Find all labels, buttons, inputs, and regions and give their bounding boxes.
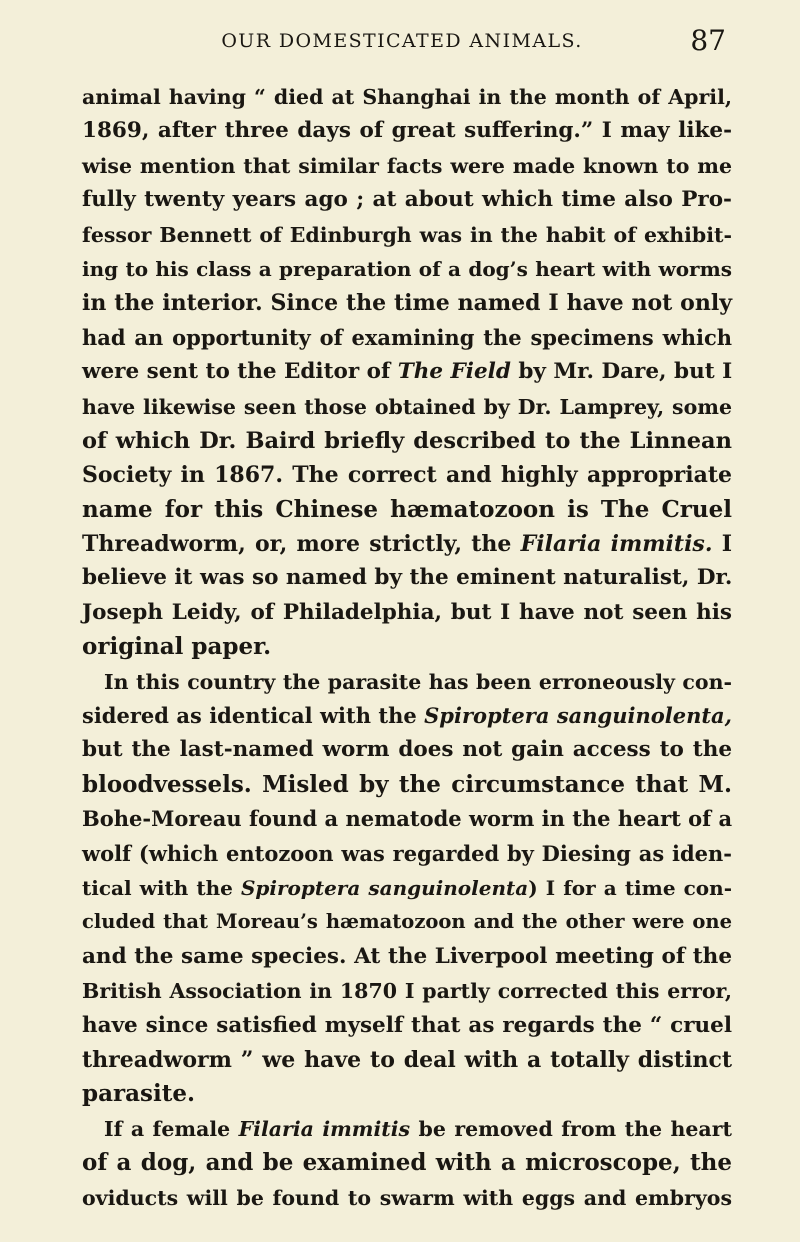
text-segment: threadworm ” we have to deal with a totally distinct [82, 1046, 732, 1073]
text-segment: had an opportunity of examining the specimens which [82, 324, 732, 350]
text-line [82, 940, 732, 974]
text-line [82, 561, 732, 595]
text-line [82, 768, 732, 802]
text-segment: wolf (which entozoon was regarded by Diesing as iden- [82, 840, 732, 866]
text-line [82, 1112, 732, 1146]
text-segment: animal having “ died at Shanghai in the month of April, [82, 85, 732, 109]
text-line [82, 458, 732, 492]
text-line [82, 80, 732, 114]
text-line [82, 424, 732, 458]
text-segment: original paper. [82, 633, 272, 661]
italic-text: Filaria immitis [238, 1116, 411, 1141]
text-line [82, 596, 732, 630]
running-title: OUR DOMESTICATED ANIMALS. [221, 30, 583, 52]
text-segment: of a dog, and be examined with a microscope, the [82, 1149, 732, 1177]
text-segment: oviducts will be found to swarm with eggs and embryos [82, 1185, 732, 1210]
text-segment: British Association in 1870 I partly corrected this error, [82, 979, 732, 1004]
body-text [82, 80, 732, 1215]
text-line [82, 286, 732, 320]
text-line [82, 837, 732, 871]
text-segment: Threadworm, or, more strictly, the [82, 531, 521, 558]
text-line [82, 1077, 732, 1111]
text-line [82, 493, 732, 527]
text-segment: wise mention that similar facts were made known to me [82, 153, 732, 178]
text-segment: bloodvessels. Misled by the circumstance that M. [82, 770, 732, 798]
text-segment: were sent to the Editor of [82, 359, 398, 385]
text-line [82, 252, 732, 286]
running-head [78, 26, 726, 56]
text-segment: believe it was so named by the eminent naturalist, Dr. [82, 565, 733, 591]
text-line [82, 1043, 732, 1077]
text-line [82, 1146, 732, 1180]
italic-text: Spiroptera sanguinolenta, [424, 703, 732, 729]
text-segment: by Mr. Dare, but I [510, 359, 733, 385]
page-number: 87 [690, 24, 726, 57]
text-segment: have since satisfied myself that as regards the “ cruel [82, 1012, 732, 1038]
text-segment: name for this Chinese hæmatozoon is The Cruel [82, 495, 732, 523]
text-segment: Bohe-Moreau found a nematode worm in the heart of a [82, 806, 733, 832]
italic-text: Spiroptera sanguinolenta [240, 875, 529, 900]
text-line [82, 630, 732, 664]
text-line [82, 871, 732, 905]
text-line [82, 355, 732, 389]
text-line [82, 149, 732, 183]
text-line [82, 1181, 732, 1215]
text-segment: sidered as identical with the [82, 703, 425, 729]
text-line [82, 802, 732, 836]
italic-text: Filaria immitis. [520, 531, 713, 558]
text-segment: have likewise seen those obtained by Dr. Lamprey, some [82, 394, 732, 419]
text-segment: fessor Bennett of Edinburgh was in the habit of exhibit- [82, 222, 732, 247]
text-line [82, 733, 732, 767]
text-segment: 1869, after three days of great suffering.” I may like- [82, 118, 732, 144]
text-segment: parasite. [82, 1080, 195, 1108]
text-line [82, 974, 732, 1008]
text-line [82, 218, 732, 252]
text-line [82, 527, 732, 561]
text-line [82, 114, 732, 148]
text-segment: and the same species. At the Liverpool meeting of the [82, 943, 732, 969]
text-segment: in the interior. Since the time named I have not only [82, 290, 732, 317]
text-line [82, 699, 732, 733]
text-segment: In this country the parasite has been erroneously con- [104, 669, 732, 694]
text-segment: Joseph Leidy, of Philadelphia, but I have not seen his [82, 599, 732, 625]
text-line [82, 321, 732, 355]
text-line [82, 905, 732, 939]
text-segment: tical with the [82, 875, 241, 900]
text-segment: of which Dr. Baird briefly described to the Linnean [82, 427, 732, 454]
text-segment: I [712, 531, 732, 558]
text-segment: ) I for a time con- [528, 875, 732, 900]
text-segment: If a female [104, 1116, 239, 1141]
text-segment: be removed from the heart [410, 1116, 732, 1141]
text-segment: cluded that Moreau’s hæmatozoon and the other were one [82, 910, 732, 934]
text-segment: but the last-named worm does not gain access to the [82, 737, 732, 763]
text-line [82, 183, 732, 217]
text-segment: ing to his class a preparation of a dog’s heart with worms [82, 256, 732, 281]
text-line [82, 390, 732, 424]
text-line [82, 665, 732, 699]
italic-text: The Field [397, 359, 511, 385]
text-segment: Society in 1867. The correct and highly appropriate [82, 462, 732, 489]
text-segment: fully twenty years ago ; at about which time also Pro- [82, 187, 732, 213]
text-line [82, 1009, 732, 1043]
